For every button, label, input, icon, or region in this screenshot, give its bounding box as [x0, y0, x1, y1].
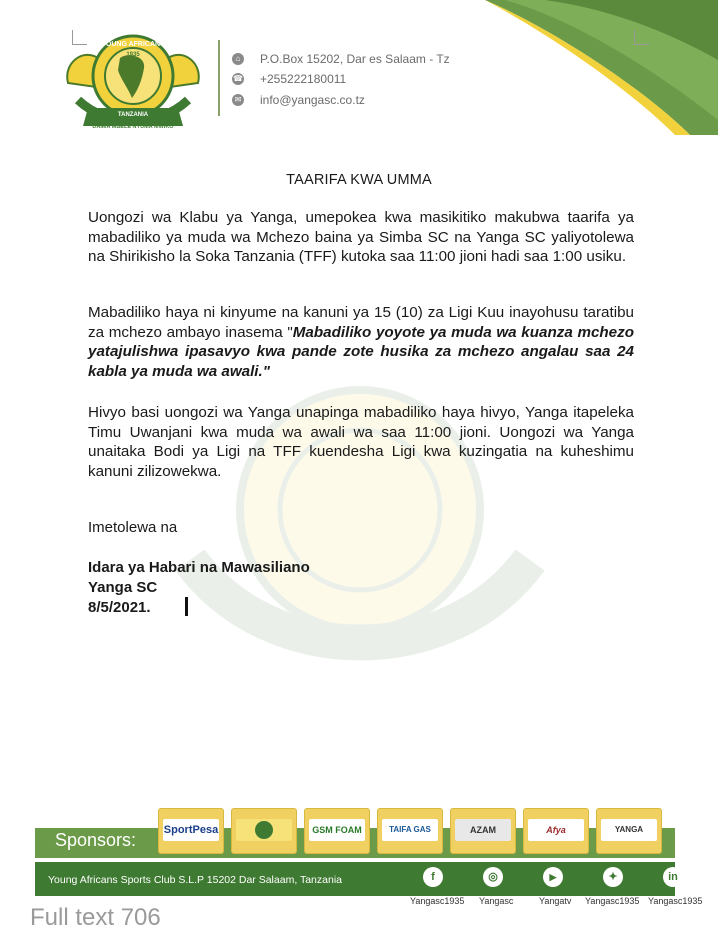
youtube-icon[interactable]: ▶ — [543, 867, 563, 887]
linkedin-icon[interactable]: in — [663, 867, 683, 887]
sponsor-logos — [0, 808, 718, 856]
crest-year: 1935 — [126, 52, 140, 58]
home-icon: ⌂ — [232, 53, 244, 65]
sponsor-logo-gsm-foam: GSM FOAM — [304, 808, 370, 854]
paragraph-2-quote: Mabadiliko yoyote ya muda wa kuanza mchezo yatajulishwa ipasavyo kwa pande zote husika za mchezo angalau saa 24 kabla ya muda wa awali. — [88, 323, 634, 380]
sponsor-logo-taifa-gas: TAIFA GAS — [377, 808, 443, 854]
document-title: TAARIFA KWA UMMA — [286, 172, 432, 188]
twitter-icon[interactable] — [603, 867, 623, 887]
paragraph-1: Uongozi wa Klabu ya Yanga, umepokea kwa masikitiko makubwa taarifa ya mabadiliko ya muda wa Mchezo baina ya Simba SC na Yanga SC yaliyotolewa na Shirikisho la Soka Tanzania (TFF) kutoka saa 11:00 jioni hadi saa 1:00 usiku. — [88, 209, 634, 265]
contact-email-text: info@yangasc.co.tz — [260, 93, 365, 107]
sponsor-logo-crest — [231, 808, 297, 854]
issued-by: Imetolewa na — [88, 519, 178, 536]
paragraph-2 — [88, 303, 634, 381]
department-name: Idara ya Habari na Mawasiliano — [88, 559, 310, 576]
phone-icon: ☎ — [233, 74, 243, 83]
crest-top-text: YOUNG AFRICANS — [101, 41, 165, 48]
document-date: 8/5/2021. — [88, 599, 151, 616]
cutoff-caption: Full text 706 — [30, 904, 161, 931]
facebook-handle[interactable]: Yangasc1935 — [410, 896, 465, 906]
sponsor-logo-yanga: YANGA — [596, 808, 662, 854]
twitter-bird-glyph: ✦ — [608, 871, 618, 883]
sponsor-logo-afya: Afya — [523, 808, 589, 854]
paragraph-2-lead: Mabadiliko haya ni kinyume na kanuni ya 15 (10) za Ligi Kuu inayohusu taratibu za mchezo ambayo inasema " — [88, 304, 634, 341]
crest-banner: TANZANIA — [117, 112, 149, 118]
header-decoration — [445, 0, 718, 135]
youtube-handle[interactable]: Yangatv — [539, 896, 572, 906]
twitter-handle[interactable]: Yangasc1935 — [585, 896, 640, 906]
contact-phone-text: +255222180011 — [260, 72, 347, 86]
sponsor-logo-sportpesa: SportPesa — [158, 808, 224, 854]
footer-address: Young Africans Sports Club S.L.P 15202 Dar Salaam, Tanzania — [48, 874, 342, 886]
paragraph-3: Hivyo basi uongozi wa Yanga unapinga mabadiliko haya hivyo, Yanga itapeleka Timu Uwanjani kwa muda wa awali wa saa 11:00 jioni. Uongozi wa Yanga unaitaka Bodi ya Ligi na TFF kuendesha Ligi kwa kuzingatia na kuheshimu kanuni zilizowekwa. — [88, 404, 634, 480]
linkedin-handle[interactable]: Yangasc1935 — [648, 896, 703, 906]
club-crest-logo — [58, 28, 208, 136]
club-name: Yanga SC — [88, 579, 158, 596]
sponsor-logo-azam: AZAM — [450, 808, 516, 854]
sponsors-label: Sponsors: — [55, 830, 137, 850]
text-cursor — [185, 597, 188, 616]
contact-address-text: P.O.Box 15202, Dar es Salaam - Tz — [260, 52, 450, 66]
header-divider — [218, 40, 220, 116]
paragraph-2-end: " — [262, 362, 270, 380]
mini-crest-icon — [255, 821, 273, 839]
instagram-icon[interactable]: ◎ — [483, 867, 503, 887]
crest-motto: DAIMA MBELE NYUMA MWIKO — [92, 124, 174, 130]
instagram-handle[interactable]: Yangasc — [479, 896, 514, 906]
facebook-icon[interactable]: f — [423, 867, 443, 887]
mail-icon: ✉ — [232, 94, 244, 106]
crop-mark-right — [634, 30, 649, 45]
